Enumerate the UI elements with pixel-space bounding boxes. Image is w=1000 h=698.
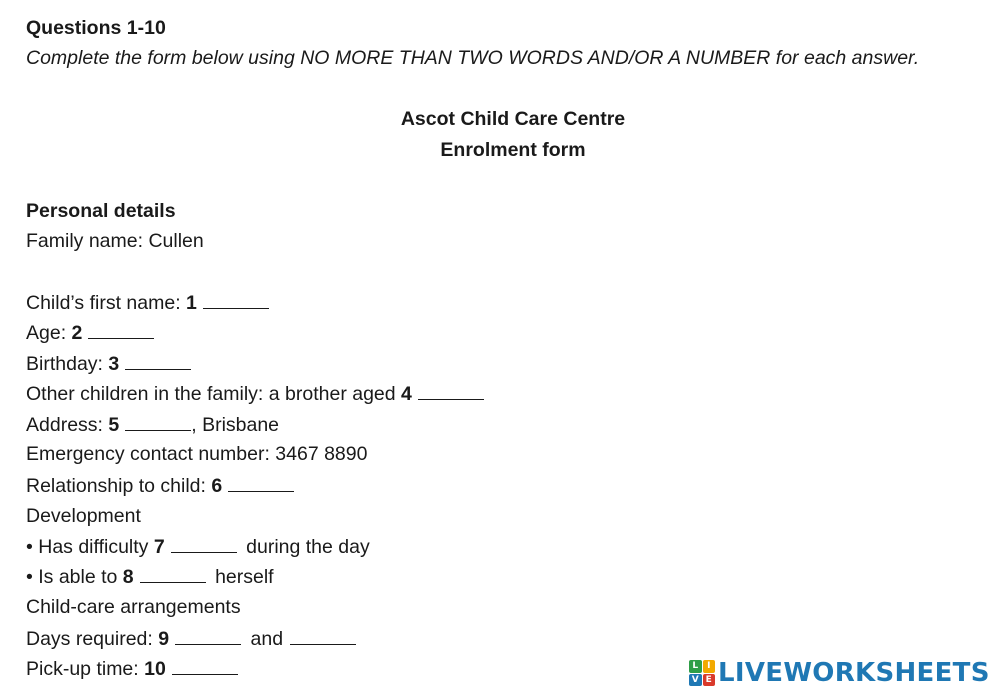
logo-mark-letter: V <box>689 674 702 687</box>
question-6-number: 6 <box>211 475 223 497</box>
question-8-row <box>26 564 274 589</box>
question-1-number: 1 <box>186 292 197 314</box>
answer-10-blank[interactable] <box>172 656 238 675</box>
question-10-number: 10 <box>144 658 166 680</box>
question-5-label: Address: <box>26 414 109 436</box>
question-10-row <box>26 656 238 681</box>
question-7-row <box>26 534 370 559</box>
answer-6-blank[interactable] <box>228 473 294 492</box>
answer-9b-blank[interactable] <box>290 626 356 645</box>
question-8-suffix: herself <box>209 566 274 588</box>
question-3-row <box>26 351 191 376</box>
question-4-number: 4 <box>401 383 412 405</box>
answer-7-blank[interactable] <box>171 534 237 553</box>
question-4-row <box>26 381 484 406</box>
question-10-label: Pick-up time: <box>26 658 145 680</box>
section-heading-personal: Personal details <box>26 200 176 222</box>
answer-9a-blank[interactable] <box>175 626 241 645</box>
question-7-label: • Has difficulty <box>26 536 154 558</box>
answer-1-blank[interactable] <box>203 290 269 309</box>
question-2-number: 2 <box>71 322 83 344</box>
instructions-text: Complete the form below using NO MORE THAN TWO WORDS AND/OR A NUMBER for each answer. <box>26 47 920 69</box>
liveworksheets-mark-icon <box>689 660 715 686</box>
question-8-label: • Is able to <box>26 566 123 588</box>
question-5-suffix: , Brisbane <box>191 414 280 436</box>
answer-8-blank[interactable] <box>140 564 206 583</box>
question-9-row <box>26 626 356 651</box>
question-3-label: Birthday: <box>26 353 109 375</box>
question-2-row <box>26 320 154 345</box>
questions-title: Questions 1-10 <box>26 17 166 39</box>
question-6-row <box>26 473 294 498</box>
question-2-label: Age: <box>26 322 72 344</box>
question-9-number: 9 <box>158 628 170 650</box>
answer-2-blank[interactable] <box>88 320 154 339</box>
question-5-row <box>26 412 279 437</box>
development-heading: Development <box>26 505 141 527</box>
centre-name: Ascot Child Care Centre <box>400 108 626 130</box>
answer-3-blank[interactable] <box>125 351 191 370</box>
question-1-row <box>26 290 269 315</box>
arrangements-heading: Child-care arrangements <box>26 596 241 618</box>
liveworksheets-logo <box>689 656 990 690</box>
question-5-number: 5 <box>108 414 120 436</box>
question-6-label: Relationship to child: <box>26 475 212 497</box>
logo-text: LIVEWORKSHEETS <box>718 658 990 688</box>
answer-4-blank[interactable] <box>418 381 484 400</box>
question-9-label: Days required: <box>26 628 159 650</box>
question-7-suffix: during the day <box>240 536 370 558</box>
logo-mark-letter: E <box>703 674 716 687</box>
logo-mark-letter: I <box>703 660 716 673</box>
question-8-number: 8 <box>122 566 134 588</box>
question-7-number: 7 <box>153 536 165 558</box>
question-9-and: and <box>245 628 289 650</box>
answer-5-blank[interactable] <box>125 412 191 431</box>
logo-mark-letter: L <box>689 660 702 673</box>
question-3-number: 3 <box>108 353 120 375</box>
question-1-label: Child’s first name: <box>26 292 187 314</box>
family-name-line: Family name: Cullen <box>26 230 204 252</box>
emergency-contact-line: Emergency contact number: 3467 8890 <box>26 443 368 465</box>
question-4-label: Other children in the family: a brother aged <box>26 383 402 405</box>
form-title: Enrolment form <box>440 139 586 161</box>
